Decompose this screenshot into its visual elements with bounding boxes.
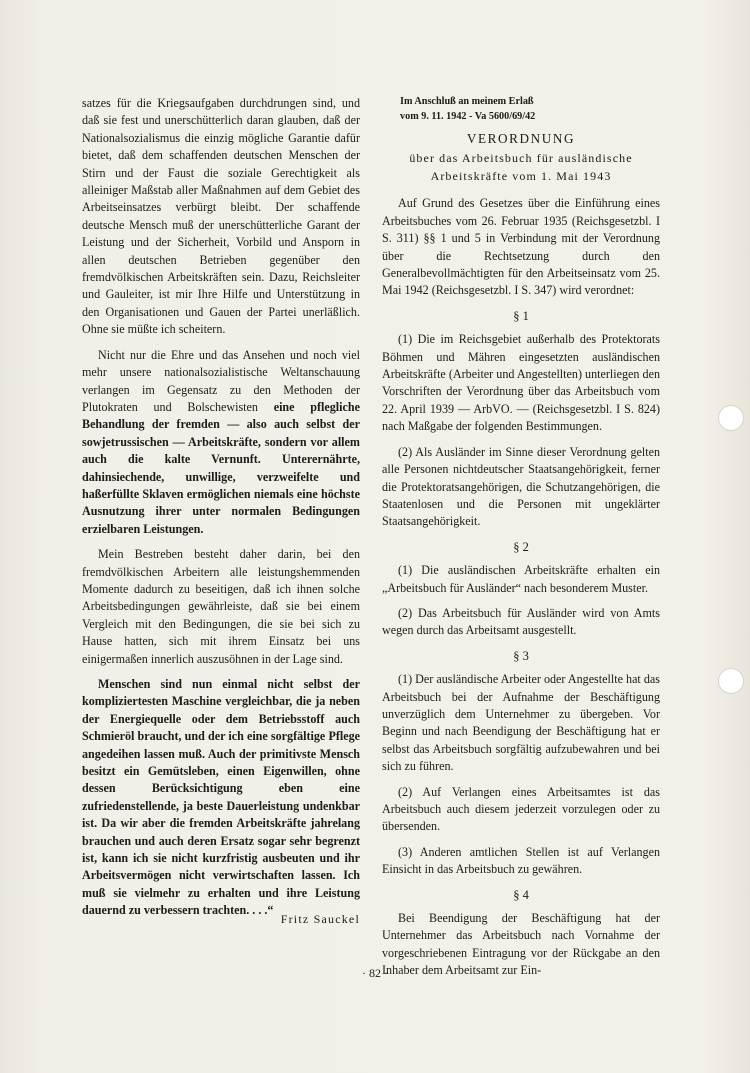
section-1-paragraph-2: (2) Als Ausländer im Sinne dieser Verordnung gelten alle Personen nichtdeutscher Staatsangehörigkeit, ferner die Protektoratsangehörigen, die Schutzangehörigen, die Staatenlosen und die Personen mit ungeklärter Staatsangehörigkeit. [382, 444, 660, 529]
section-2-heading: § 2 [513, 539, 529, 554]
section-2-paragraph-2: (2) Das Arbeitsbuch für Ausländer wird von Amts wegen durch das Arbeitsamt ausgestellt. [382, 605, 660, 638]
left-paragraph-1: satzes für die Kriegsaufgaben durchdrungen sind, und daß sie fest und unerschütterlich daran glauben, daß der Nationalsozialismus die einzig mögliche Garantie dafür bietet, daß dem schaffenden deutschen Menschen der Stirn und der Faust die soziale Gerechtigkeit als alleiniger Maßstab aller Maßnahmen auf dem Gebiet des Arbeitseinsatzes verbürgt bleibt. Der schaffende deutsche Mensch muß der unerschütterliche Garant der Leistung und der Sicherheit, Vorbild und Ansporn in allen deutschen Betrieben gegenüber den fremdvölkischen Arbeitskräften sein. Dazu, Reichsleiter und Gauleiter, ist mir Ihre Hilfe und Unterstützung in den Organisationen und Gauen der Partei unerläßlich. Ohne sie müßte ich scheitern. [82, 96, 360, 337]
reference-line-1: Im Anschluß an meinem Erlaß [400, 96, 534, 107]
punch-hole-upper [718, 405, 744, 431]
ordinance-title: VERORDNUNG [466, 131, 576, 146]
ordinance-subtitle [382, 149, 660, 185]
section-3-paragraph-2: (2) Auf Verlangen eines Arbeitsamtes ist das Arbeitsbuch auch diesem jederzeit vorzulegen oder zu übersenden. [382, 784, 660, 834]
section-1-heading: § 1 [513, 308, 529, 323]
section-3-paragraph-3: (3) Anderen amtlichen Stellen ist auf Verlangen Einsicht in das Arbeitsbuch zu gewähren. [382, 844, 660, 877]
section-4-paragraph-1: Bei Beendigung der Beschäftigung hat der Unternehmer das Arbeitsbuch nach Vornahme der vorgeschriebenen Eintragung vor der Rückgabe an den Inhaber dem Arbeitsamt zur Ein- [382, 911, 660, 978]
reference-note [400, 95, 660, 124]
reference-line-2: vom 9. 11. 1942 - Va 5600/69/42 [400, 110, 536, 122]
page-number: · 82 · [362, 966, 388, 980]
left-paragraph-2-normal: Nicht nur die Ehre und das Ansehen und noch viel mehr unsere nationalsozialistische Weltanschauung verlangen im Gegensatz zu den Methoden der Plutokraten und Bolschewisten [82, 347, 360, 414]
right-column [382, 95, 660, 988]
punch-hole-lower [718, 668, 744, 694]
section-1-paragraph-1: (1) Die im Reichsgebiet außerhalb des Protektorats Böhmen und Mähren eingesetzten ausländischen Arbeitskräfte (Arbeiter und Angestellten) unterliegen den Vorschriften der Verordnung über das Arbeitsbuch vom 22. April 1939 — ArbVO. — (Reichsgesetzbl. I S. 824) nach Maßgabe der folgenden Bestimmungen. [382, 332, 660, 434]
ordinance-subtitle-line-1: über das Arbeitsbuch für ausländische [409, 151, 633, 166]
section-2-paragraph-1: (1) Die ausländischen Arbeitskräfte erhalten ein „Arbeitsbuch für Ausländer“ nach besonderem Muster. [382, 563, 660, 595]
signature: Fritz Sauckel [280, 911, 360, 926]
left-paragraph-2-bold: eine pflegliche Behandlung der fremden — also auch selbst der sowjetrussischen — Arbeitskräfte, sondern vor allem auch die kalte Vernunft. Unterernährte, dahinsiechende, unwillige, verzweifelte und haßerfüllte Sklaven ermöglichen niemals eine höchste Ausnutzung ihrer unter normalen Bedingungen erzielbaren Leistungen. [82, 399, 360, 536]
left-paragraph-3: Mein Bestreben besteht daher darin, bei den fremdvölkischen Arbeitern alle leistungshemmenden Momente dadurch zu beseitigen, daß ich ihnen solche Arbeitsbedingungen gewährleiste, daß sie bei einem Vergleich mit den Bedingungen, die sie bei sich zu Hause hatten, sich mit ihrem Einsatz bei uns einigermaßen innerlich auszusöhnen in der Lage sind. [82, 547, 360, 666]
left-paragraph-2 [82, 347, 360, 538]
section-3-heading: § 3 [513, 648, 529, 663]
ordinance-intro: Auf Grund des Gesetzes über die Einführung eines Arbeitsbuches vom 26. Februar 1935 (Reichsgesetzbl. I S. 311) §§ 1 und 5 in Verbindung mit der Verordnung über die Rechtsetzung durch den Generalbevollmächtigten für den Arbeitseinsatz vom 25. Mai 1942 (Reichsgesetzbl. I S. 347) wird verordnet: [382, 196, 660, 298]
ordinance-subtitle-line-2: Arbeitskräfte vom 1. Mai 1943 [430, 169, 612, 184]
left-paragraph-4: Menschen sind nun einmal nicht selbst der kompliziertesten Maschine vergleichbar, die ja neben der Energiequelle oder dem Betriebsstoff auch Schmieröl braucht, und der ich eine sorgfältige Pflege angedeihen lassen muß. Auch der primitivste Mensch besitzt ein Gemütsleben, einen Eigenwillen, ohne dessen Berücksichtigung eben eine zufriedenstellende, ja beste Dauerleistung undenkbar ist. Da wir aber die fremden Arbeitskräfte jahrelang brauchen und auch deren Ersatz sogar sehr begrenzt ist, kann ich sie nicht kurzfristig ausbeuten und ihr Arbeitsvermögen nicht verwirtschaften lassen. Ich muß sie vielmehr zu erhalten und ihre Leistung dauernd zu verbessern trachten. . . .“ [82, 677, 360, 918]
left-column [82, 95, 360, 928]
section-4-heading: § 4 [513, 887, 529, 902]
section-3-paragraph-1: (1) Der ausländische Arbeiter oder Angestellte hat das Arbeitsbuch bei der Aufnahme der Beschäftigung unverzüglich dem Unternehmer zu übergeben. Vor Beginn und nach Beendigung der Beschäftigung hat er selbst das Arbeitsbuch sorgfältig aufzubewahren und bei sich zu führen. [382, 672, 660, 774]
